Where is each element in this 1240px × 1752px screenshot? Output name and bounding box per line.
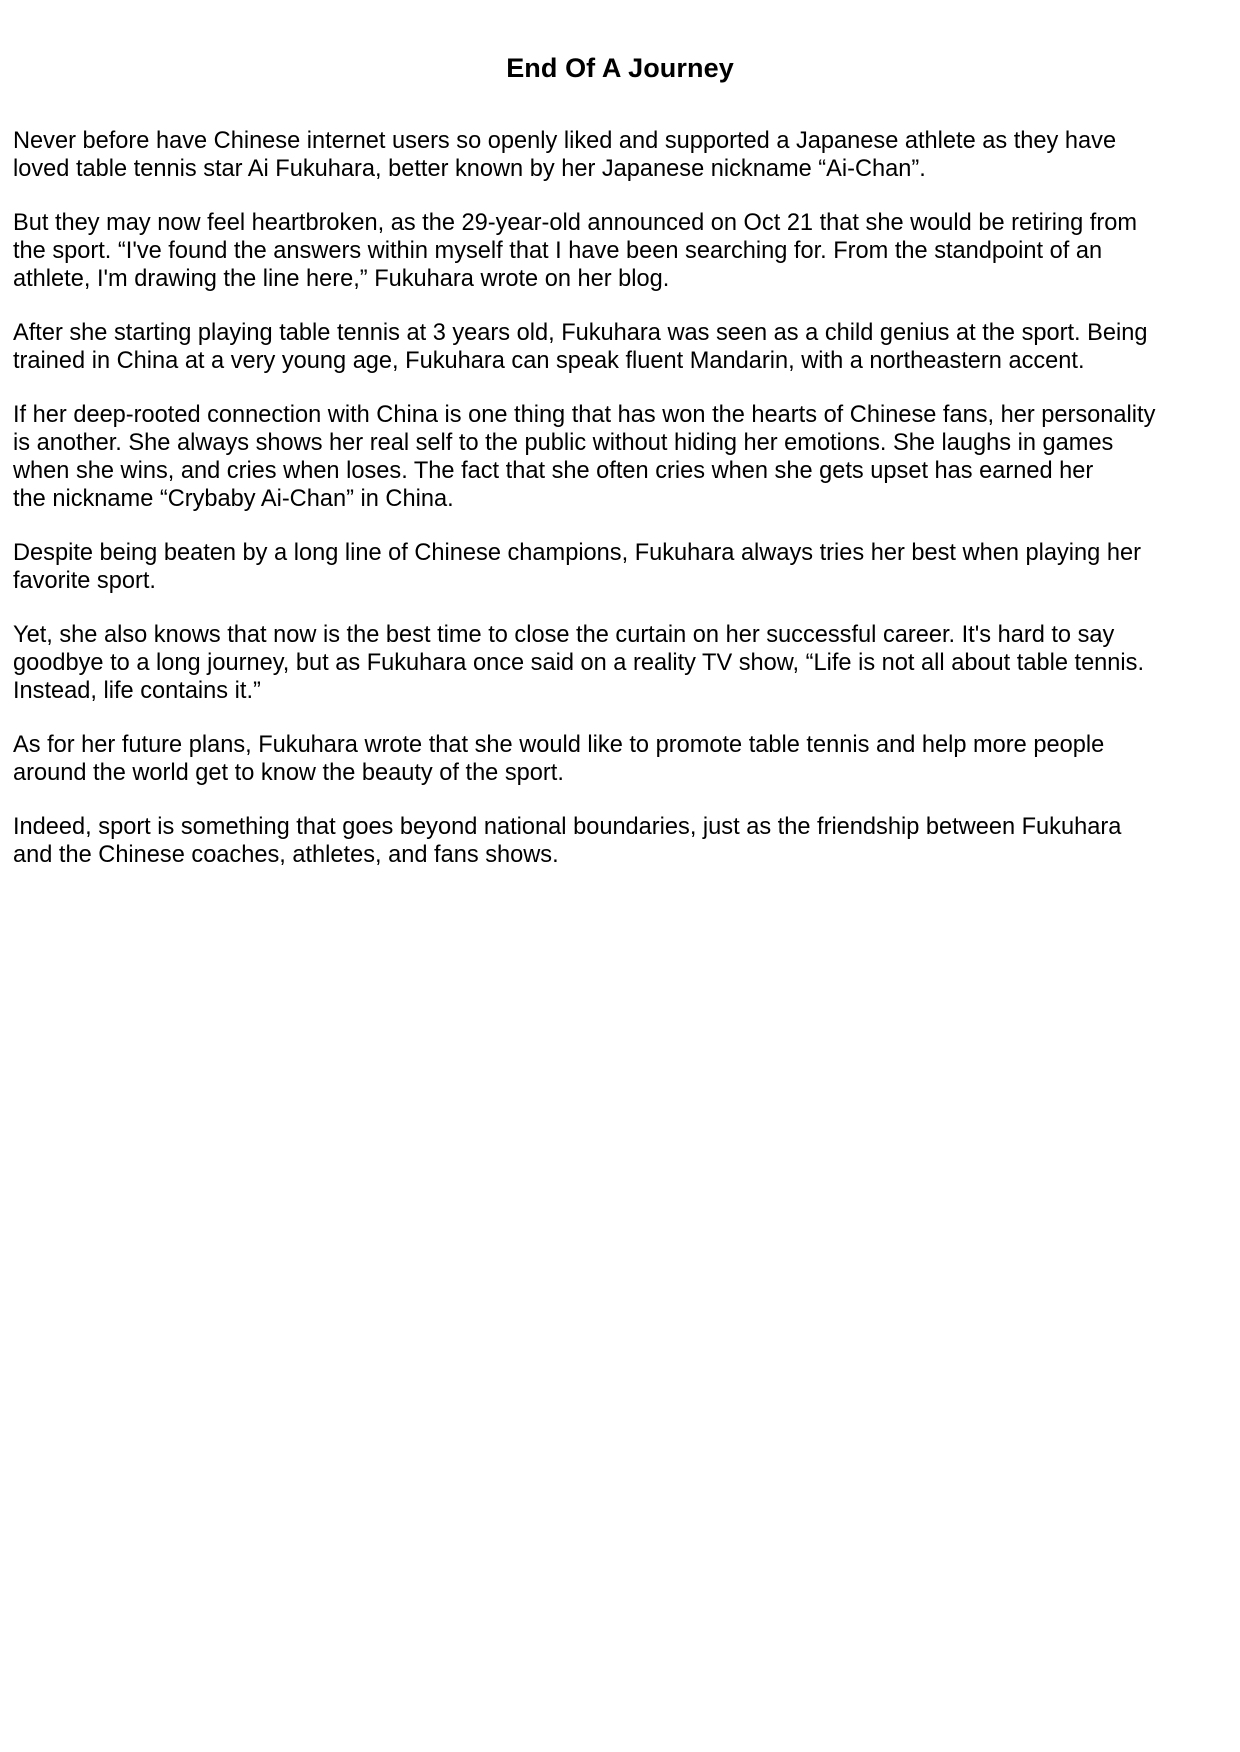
paragraph-line: Never before have Chinese internet users so openly liked and supported a Japanese athlete as they have	[13, 128, 1117, 154]
article-paragraph-7	[13, 731, 1235, 787]
paragraph-line: As for her future plans, Fukuhara wrote that she would like to promote table tennis and help more people	[13, 732, 1105, 758]
paragraph-line: the sport. “I've found the answers within myself that I have been searching for. From the standpoint of an	[13, 238, 1103, 264]
paragraph-line: trained in China at a very young age, Fukuhara can speak fluent Mandarin, with a northeastern accent.	[13, 348, 1085, 374]
article-paragraph-6	[13, 621, 1235, 705]
article-paragraph-4	[13, 401, 1235, 513]
paragraph-line: and the Chinese coaches, athletes, and fans shows.	[13, 842, 559, 868]
paragraph-line: Despite being beaten by a long line of Chinese champions, Fukuhara always tries her best when playing her	[13, 540, 1141, 566]
paragraph-line: goodbye to a long journey, but as Fukuhara once said on a reality TV show, “Life is not all about table tennis.	[13, 650, 1145, 676]
paragraph-line: Indeed, sport is something that goes beyond national boundaries, just as the friendship between Fukuhara	[13, 814, 1122, 840]
paragraph-line: Yet, she also knows that now is the best time to close the curtain on her successful career. It's hard to say	[13, 622, 1115, 648]
document-title: End Of A Journey	[506, 53, 734, 83]
paragraph-line: around the world get to know the beauty of the sport.	[13, 760, 564, 786]
paragraph-line: the nickname “Crybaby Ai-Chan” in China.	[13, 486, 454, 512]
article-paragraph-5	[13, 539, 1235, 595]
article-paragraph-3	[13, 319, 1235, 375]
paragraph-line: loved table tennis star Ai Fukuhara, better known by her Japanese nickname “Ai-Chan”.	[13, 156, 926, 182]
article-body	[13, 127, 1235, 869]
paragraph-line: After she starting playing table tennis at 3 years old, Fukuhara was seen as a child genius at the sport. Being	[13, 320, 1148, 346]
paragraph-line: But they may now feel heartbroken, as the 29-year-old announced on Oct 21 that she would be retiring from	[13, 210, 1137, 236]
paragraph-line: when she wins, and cries when loses. The fact that she often cries when she gets upset has earned her	[13, 458, 1094, 484]
article-paragraph-2	[13, 209, 1235, 293]
paragraph-line: favorite sport.	[13, 568, 156, 594]
article-paragraph-8	[13, 813, 1235, 869]
article-paragraph-1	[13, 127, 1235, 183]
paragraph-line: is another. She always shows her real self to the public without hiding her emotions. She laughs in games	[13, 430, 1114, 456]
paragraph-line: If her deep-rooted connection with China is one thing that has won the hearts of Chinese fans, her personality	[13, 402, 1156, 428]
paragraph-line: athlete, I'm drawing the line here,” Fukuhara wrote on her blog.	[13, 266, 670, 292]
paragraph-line: Instead, life contains it.”	[13, 678, 261, 704]
